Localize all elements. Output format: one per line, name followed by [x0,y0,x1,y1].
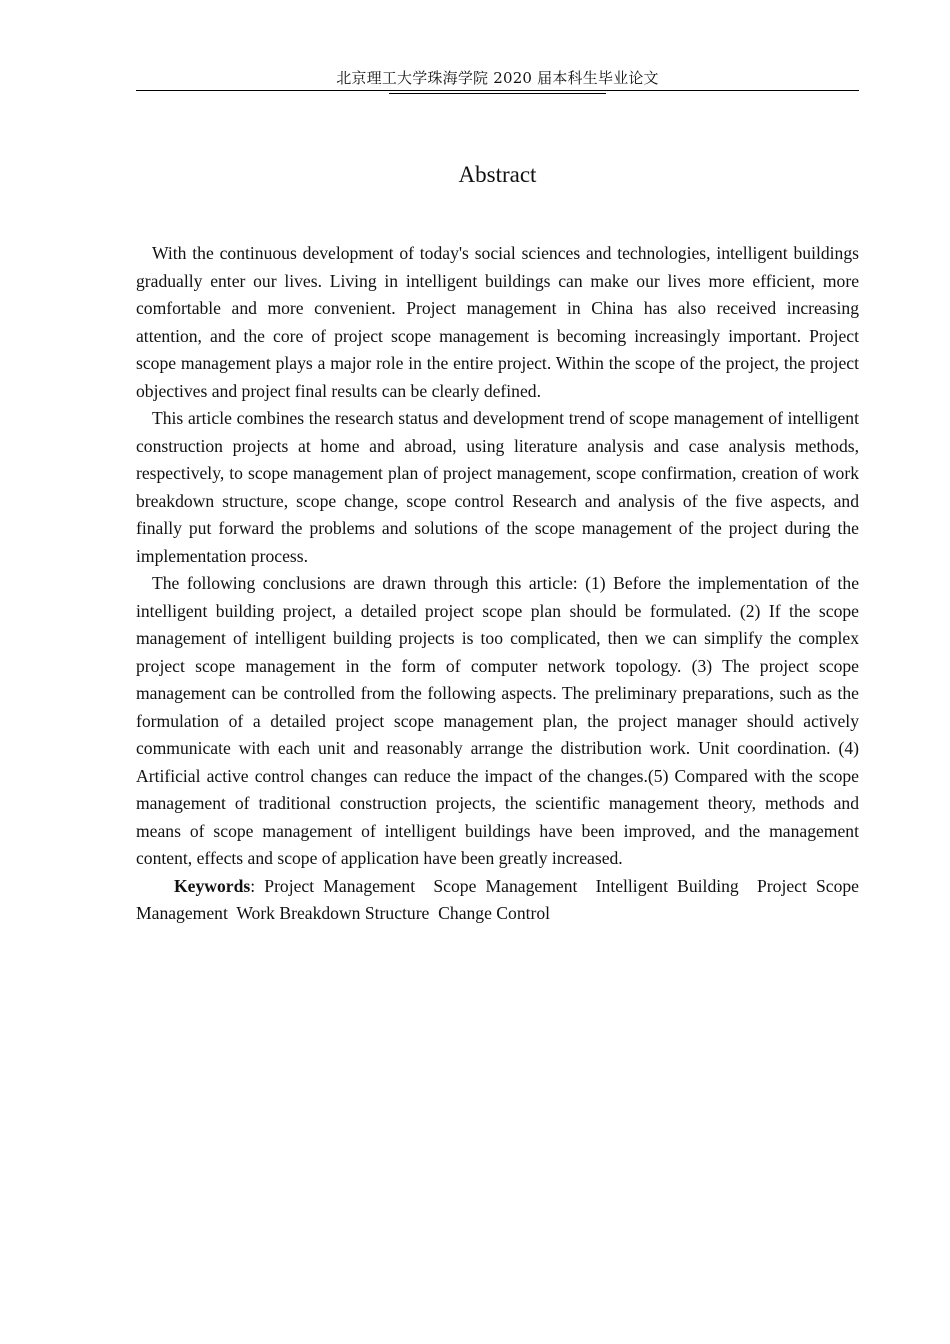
abstract-body [136,240,864,928]
abstract-paragraph-1: With the continuous development of today's social sciences and technologies, intelligent buildings gradually enter our lives. Living in intelligent buildings can make our lives more efficient, more comfortable and more convenient. Project management in China has also received increasing attention, and the core of project scope management is becoming increasingly important. Project scope management plays a major role in the entire project. Within the scope of the project, the project objectives and project final results can be clearly defined. [136,243,859,401]
keywords-separator: : [250,875,265,896]
running-header [136,66,859,91]
keywords-label: Keywords [174,875,251,896]
header-underline-decoration [389,93,606,94]
abstract-paragraph-2: This article combines the research status and development trend of scope management of intelligent construction projects at home and abroad, using literature analysis and case analysis methods, respectively, to scope management plan of project management, scope confirmation, creation of work breakdown structure, scope change, scope control Research and analysis of the five aspects, and finally put forward the problems and solutions of the scope management of the project during the implementation process. [136,408,859,566]
abstract-paragraph-3: The following conclusions are drawn through this article: (1) Before the implementation of the intelligent building project, a detailed project scope plan should be formulated. (2) If the scope management of intelligent building projects is too complicated, then we can simplify the complex project scope management in the form of computer network topology. (3) The project scope management can be controlled from the following aspects. The preliminary preparations, such as the formulation of a detailed project scope management plan, the project manager should actively communicate with each unit and reasonably arrange the distribution work. Unit coordination. (4) Artificial active control changes can reduce the impact of the changes.(5) Compared with the scope management of traditional construction projects, the scientific management theory, methods and means of scope management of intelligent buildings have been improved, and the management content, effects and scope of application have been greatly increased. [136,573,859,868]
keywords-line [136,873,864,928]
running-header-text: 北京理工大学珠海学院 2020 届本科生毕业论文 [336,69,659,87]
keywords-text: Project Management Scope Management Intelligent Building Project Scope Management Work Breakdown Structure Change Control [136,875,864,923]
abstract-title: Abstract [458,162,537,187]
